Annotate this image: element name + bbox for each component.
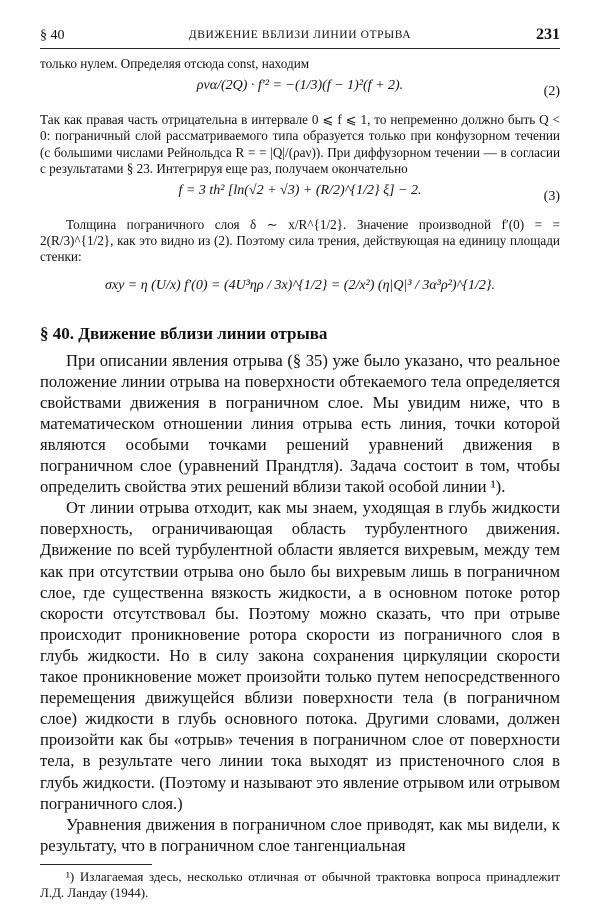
page-number: 231 [536,26,560,43]
header-section: § 40 [40,28,65,43]
running-header [40,26,560,49]
footnote: ¹) Излагаемая здесь, несколько отличная от обычной трактовка вопроса принадлежит Л.Д. Ландау (1944). [40,868,560,900]
equation-body: σxy = η (U/x) f′(0) = (4U³ηρ / 3x)^{1/2} = (2/x²) (η|Q|³ / 3α³ρ²)^{1/2}. [104,277,496,293]
equation-2 [40,72,560,112]
equation-number: (3) [543,189,560,205]
equation-3 [40,177,560,217]
equation-stress [40,266,560,310]
equation-number: (2) [543,84,560,100]
equation-body: f = 3 th² [ln(√2 + √3) + (R/2)^{1/2} ξ] − 2. [178,183,422,199]
section-heading: § 40. Движение вблизи линии отрыва [40,323,328,343]
paragraph: Так как правая часть отрицательна в интервале 0 ⩽ f ⩽ 1, то непременно должно быть Q < 0: пограничный слой рассматриваемого типа образуется только при конфузорном течении (с большими числами Рейнольдса R = = |Q|/(ρaν)). При диффузорном течении — в согласии с результатами § 23. Интегрируя еще раз, получаем окончательно [40,112,560,176]
header-title: ДВИЖЕНИЕ ВБЛИЗИ ЛИНИИ ОТРЫВА [188,29,412,41]
paragraph: От линии отрыва отходит, как мы знаем, уходящая в глубь жидкости поверхность, ограничивающая область турбулентного движения. Движение по всей турбулентной области является вихревым, между тем как при отсутствии отрыва оно было бы вихревым лишь в пограничном слое, где существенна вязкость жидкости, а в основном потоке ротор скорости отсутствовал бы. Поэтому можно сказать, что при отрыве происходит проникновение ротора скорости из пограничного слоя в глубь жидкости. Но в силу закона сохранения циркуляции скорости такое проникновение может произойти только путем непосредственного перемещения движущейся вблизи поверхности тела (в пограничном слое) жидкости в глубь основного потока. Другими словами, должен произойти как бы «отрыв» течения в пограничном слое от поверхности тела, в результате чего линии тока выходят из пристеночного слоя в глубь жидкости. (Поэтому и называют это явление отрывом или отрывом пограничного слоя.) [40,498,560,813]
book-page [40,26,560,901]
paragraph: Толщина пограничного слоя δ ∼ x/R^{1/2}. Значение производной f′(0) = = 2(R/3)^{1/2}, как это видно из (2). Поэтому сила трения, действующая на единицу площади стенки: [40,217,560,265]
paragraph: Уравнения движения в пограничном слое приводят, как мы видели, к результату, что в пограничном слое тангенциальная [40,814,560,855]
paragraph: только нулем. Определяя отсюда const, находим [40,56,310,71]
equation-body: ρνα/(2Q) · f′² = −(1/3)(f − 1)²(f + 2). [196,78,404,94]
paragraph: При описании явления отрыва (§ 35) уже было указано, что реальное положение линии отрыва на поверхности обтекаемого тела определяется свойствами движения в пограничном слое. Мы увидим ниже, что в математическом отношении линия отрыва есть линия, точки которой являются особыми точками решений уравнений движения в пограничном слое (уравнений Прандтля). Задача состоит в том, чтобы определить свойства этих решений вблизи такой особой линии ¹). [40,350,560,497]
footnote-rule [40,864,152,865]
